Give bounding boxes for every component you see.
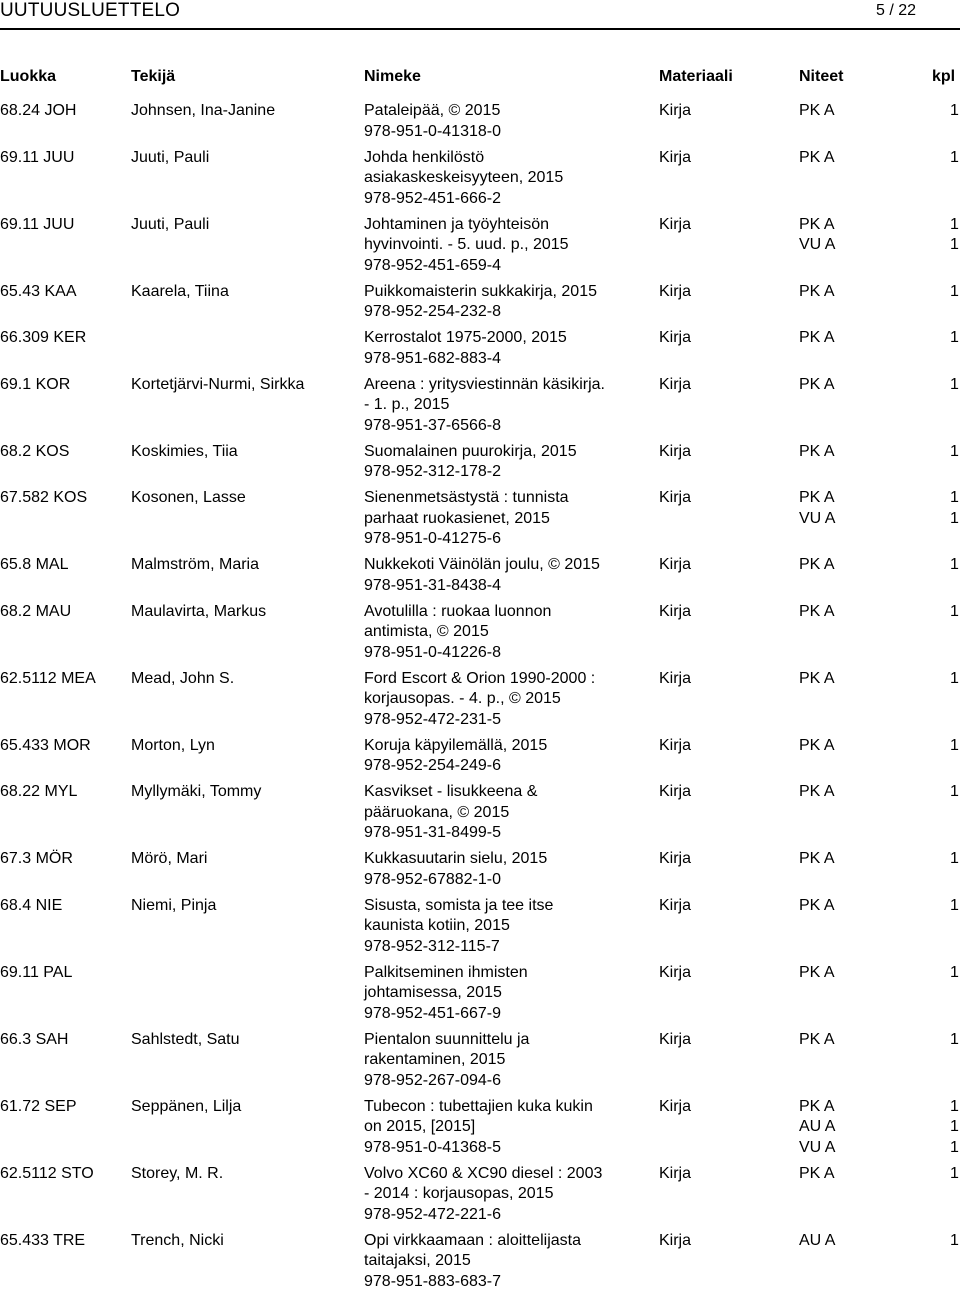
author-cell: Mead, John S.: [131, 669, 235, 687]
author-cell: Storey, M. R.: [131, 1164, 224, 1182]
material-cell: Kirja: [659, 736, 692, 754]
copies-location-cell: [799, 1030, 835, 1051]
table-row: [0, 328, 960, 375]
column-header-luokka: Luokka: [0, 68, 57, 85]
author-cell: Juuti, Pauli: [131, 148, 210, 166]
title-cell-line: 978-952-254-249-6: [364, 757, 501, 774]
copies-location-cell-line: PK A: [799, 489, 835, 506]
copies-location-cell-line: PK A: [799, 783, 835, 800]
classification-cell: 68.4 NIE: [0, 896, 63, 914]
classification-cell: 69.11 JUU: [0, 215, 75, 233]
classification-cell: 69.1 KOR: [0, 375, 71, 393]
count-cell-line: 1: [950, 442, 959, 460]
count-cell-line: 1: [950, 850, 959, 867]
table-row: [0, 1097, 960, 1164]
count-cell: [950, 1097, 959, 1159]
title-cell-line: parhaat ruokasienet, 2015: [364, 509, 550, 527]
copies-location-cell: [799, 282, 835, 303]
material-cell: Kirja: [659, 1097, 692, 1115]
copies-location-cell: [799, 782, 835, 803]
copies-location-cell: [799, 328, 835, 349]
author-cell: Koskimies, Tiia: [131, 442, 238, 460]
copies-location-cell-line: PK A: [799, 1097, 835, 1115]
material-cell: Kirja: [659, 669, 692, 687]
classification-cell: 65.8 MAL: [0, 556, 69, 573]
copies-location-cell: [799, 1164, 835, 1185]
book-list: [0, 101, 960, 1298]
title-cell-line: pääruokana, © 2015: [364, 803, 510, 821]
material-cell: Kirja: [659, 329, 692, 346]
classification-cell: 65.433 MOR: [0, 736, 91, 754]
copies-location-cell-line: VU A: [799, 236, 836, 253]
title-cell-line: 978-952-472-231-5: [364, 710, 501, 728]
count-cell-line: 1: [950, 1097, 959, 1115]
title-cell-line: 978-952-451-659-4: [364, 256, 501, 274]
author-cell: Malmström, Maria: [131, 556, 260, 573]
copies-location-cell-line: PK A: [799, 215, 835, 233]
copies-location-cell: [799, 849, 835, 870]
count-cell-line: 1: [950, 1164, 959, 1182]
material-cell: Kirja: [659, 215, 692, 233]
title-cell-line: Avotulilla : ruokaa luonnon: [364, 602, 552, 620]
classification-cell: 62.5112 MEA: [0, 669, 96, 687]
count-cell-line: 1: [950, 148, 959, 166]
title-cell-line: rakentaminen, 2015: [364, 1051, 506, 1068]
count-cell: [950, 215, 959, 256]
count-cell: [950, 328, 959, 349]
copies-location-cell: [799, 555, 835, 576]
table-row: [0, 1164, 960, 1231]
copies-location-cell: [799, 148, 835, 169]
title-cell: [364, 375, 605, 437]
copies-location-cell-line: PK A: [799, 602, 835, 620]
copies-location-cell-line: PK A: [799, 896, 835, 914]
page-title: UUTUUSLUETTELO: [0, 0, 181, 21]
title-cell-line: - 2014 : korjausopas, 2015: [364, 1185, 554, 1202]
author-cell: Maulavirta, Markus: [131, 602, 267, 620]
count-cell: [950, 442, 959, 463]
author-cell: Mörö, Mari: [131, 850, 208, 867]
material-cell: Kirja: [659, 1164, 692, 1182]
author-cell: Kortetjärvi-Nurmi, Sirkka: [131, 375, 305, 393]
classification-cell: 69.11 JUU: [0, 148, 75, 166]
title-cell-line: 978-951-682-883-4: [364, 349, 501, 367]
material-cell: Kirja: [659, 148, 692, 166]
copies-location-cell: [799, 1231, 835, 1252]
count-cell: [950, 782, 959, 803]
title-cell: [364, 849, 547, 890]
copies-location-cell: [799, 215, 835, 256]
title-cell-line: 978-952-254-232-8: [364, 303, 501, 320]
count-cell: [950, 148, 959, 169]
copies-location-cell: [799, 1097, 835, 1159]
material-cell: Kirja: [659, 442, 692, 460]
title-cell-line: johtamisessa, 2015: [364, 984, 502, 1001]
material-cell: Kirja: [659, 1030, 692, 1048]
table-row: [0, 669, 960, 736]
title-cell: [364, 328, 567, 369]
title-cell-line: Sienenmetsästystä : tunnista: [364, 489, 569, 506]
count-cell-line: 1: [950, 602, 959, 620]
title-cell: [364, 1030, 529, 1092]
title-cell-line: 978-952-451-666-2: [364, 189, 501, 207]
title-cell-line: - 1. p., 2015: [364, 396, 450, 413]
table-row: [0, 782, 960, 849]
copies-location-cell: [799, 736, 835, 757]
author-cell: Trench, Nicki: [131, 1231, 224, 1249]
title-cell-line: antimista, © 2015: [364, 623, 489, 640]
count-cell: [950, 488, 959, 529]
table-row: [0, 375, 960, 442]
count-cell-line: 1: [950, 1231, 959, 1249]
table-row: [0, 849, 960, 896]
count-cell: [950, 101, 959, 122]
copies-location-cell-line: PK A: [799, 1164, 835, 1182]
title-cell-line: 978-951-0-41368-5: [364, 1138, 501, 1156]
copies-location-cell-line: PK A: [799, 329, 835, 346]
table-row: [0, 282, 960, 329]
table-row: [0, 148, 960, 215]
title-cell: [364, 1164, 602, 1226]
copies-location-cell-line: PK A: [799, 442, 835, 460]
title-cell-line: Kasvikset - lisukkeena &: [364, 783, 538, 800]
count-cell-line: 1: [950, 669, 959, 687]
author-cell: Juuti, Pauli: [131, 215, 210, 233]
classification-cell: 67.582 KOS: [0, 489, 88, 506]
copies-location-cell: [799, 963, 835, 984]
count-cell-line: 1: [950, 489, 959, 506]
title-cell: [364, 1231, 581, 1293]
count-cell: [950, 1030, 959, 1051]
title-cell-line: 978-952-472-221-6: [364, 1205, 501, 1223]
title-cell-line: Kukkasuutarin sielu, 2015: [364, 850, 548, 867]
title-cell-line: korjausopas. - 4. p., © 2015: [364, 690, 561, 707]
table-row: [0, 1030, 960, 1097]
count-cell: [950, 849, 959, 870]
title-cell-line: kaunista kotiin, 2015: [364, 917, 510, 934]
copies-location-cell-line: AU A: [799, 1231, 836, 1249]
material-cell: Kirja: [659, 1231, 692, 1249]
classification-cell: 62.5112 STO: [0, 1164, 94, 1182]
count-cell: [950, 282, 959, 303]
count-cell-line: 1: [950, 1118, 959, 1135]
count-cell-line: 1: [950, 215, 959, 233]
title-cell: [364, 736, 547, 777]
author-cell: Kosonen, Lasse: [131, 489, 246, 506]
material-cell: Kirja: [659, 375, 692, 393]
author-cell: Seppänen, Lilja: [131, 1097, 242, 1115]
title-cell-line: Pataleipää, © 2015: [364, 102, 501, 119]
copies-location-cell-line: VU A: [799, 509, 836, 527]
title-cell-line: 978-952-312-178-2: [364, 463, 501, 480]
copies-location-cell: [799, 602, 835, 623]
count-cell: [950, 1231, 959, 1252]
title-cell-line: 978-952-451-667-9: [364, 1004, 501, 1022]
title-cell-line: 978-951-0-41318-0: [364, 122, 501, 140]
column-header-materiaali: Materiaali: [659, 68, 733, 85]
column-header-tekija: Tekijä: [131, 68, 176, 85]
title-cell-line: Suomalainen puurokirja, 2015: [364, 442, 577, 460]
material-cell: Kirja: [659, 556, 692, 573]
classification-cell: 61.72 SEP: [0, 1097, 77, 1115]
copies-location-cell-line: PK A: [799, 669, 835, 687]
title-cell: [364, 282, 597, 323]
title-cell-line: Nukkekoti Väinölän joulu, © 2015: [364, 556, 600, 573]
classification-cell: 67.3 MÖR: [0, 850, 73, 867]
table-row: [0, 488, 960, 555]
copies-location-cell-line: PK A: [799, 963, 835, 981]
title-cell: [364, 215, 569, 277]
count-cell: [950, 1164, 959, 1185]
author-cell: Kaarela, Tiina: [131, 282, 229, 300]
title-cell-line: 978-951-37-6566-8: [364, 416, 501, 434]
table-row: [0, 736, 960, 783]
material-cell: Kirja: [659, 102, 692, 119]
table-row: [0, 555, 960, 602]
classification-cell: 69.11 PAL: [0, 963, 73, 981]
copies-location-cell-line: PK A: [799, 1030, 835, 1048]
count-cell-line: 1: [950, 736, 959, 754]
material-cell: Kirja: [659, 896, 692, 914]
classification-cell: 66.309 KER: [0, 329, 87, 346]
table-row: [0, 602, 960, 669]
column-header-nimeke: Nimeke: [364, 68, 421, 85]
count-cell-line: 1: [950, 102, 959, 119]
count-cell-line: 1: [950, 329, 959, 346]
classification-cell: 66.3 SAH: [0, 1030, 69, 1048]
title-cell: [364, 782, 537, 844]
classification-cell: 65.433 TRE: [0, 1231, 86, 1249]
copies-location-cell-line: PK A: [799, 282, 835, 300]
copies-location-cell: [799, 488, 835, 529]
table-row: [0, 1231, 960, 1298]
table-row: [0, 215, 960, 282]
count-cell-line: 1: [950, 236, 959, 253]
column-header-kpl: kpl: [932, 68, 956, 85]
title-cell-line: asiakaskeskeisyyteen, 2015: [364, 169, 564, 186]
title-cell-line: Areena : yritysviestinnän käsikirja.: [364, 375, 605, 393]
title-cell-line: 978-951-0-41275-6: [364, 530, 501, 547]
material-cell: Kirja: [659, 783, 692, 800]
copies-location-cell-line: PK A: [799, 375, 835, 393]
classification-cell: 68.24 JOH: [0, 102, 77, 119]
title-cell-line: 978-951-31-8499-5: [364, 824, 501, 841]
title-cell: [364, 488, 569, 550]
title-cell: [364, 669, 595, 731]
copies-location-cell-line: PK A: [799, 736, 835, 754]
column-header-niteet: Niteet: [799, 68, 844, 85]
count-cell-line: 1: [950, 963, 959, 981]
count-cell: [950, 602, 959, 623]
material-cell: Kirja: [659, 602, 692, 620]
count-cell: [950, 736, 959, 757]
classification-cell: 68.2 KOS: [0, 442, 70, 460]
copies-location-cell-line: PK A: [799, 148, 835, 166]
title-cell-line: Johtaminen ja työyhteisön: [364, 215, 549, 233]
copies-location-cell: [799, 669, 835, 690]
material-cell: Kirja: [659, 963, 692, 981]
author-cell: Sahlstedt, Satu: [131, 1030, 240, 1048]
classification-cell: 68.2 MAU: [0, 602, 72, 620]
title-cell: [364, 896, 553, 958]
title-cell-line: 978-952-312-115-7: [364, 937, 500, 955]
title-cell-line: Ford Escort & Orion 1990-2000 :: [364, 669, 596, 687]
count-cell: [950, 375, 959, 396]
count-cell: [950, 963, 959, 984]
title-cell-line: hyvinvointi. - 5. uud. p., 2015: [364, 236, 569, 253]
title-cell-line: Kerrostalot 1975-2000, 2015: [364, 329, 567, 346]
title-cell-line: Palkitseminen ihmisten: [364, 963, 528, 981]
title-cell-line: 978-952-267-094-6: [364, 1071, 501, 1089]
title-cell-line: Johda henkilöstö: [364, 148, 485, 166]
count-cell-line: 1: [950, 375, 959, 393]
material-cell: Kirja: [659, 850, 692, 867]
title-cell-line: 978-951-0-41226-8: [364, 643, 501, 661]
material-cell: Kirja: [659, 489, 692, 506]
header-divider: [0, 28, 960, 30]
copies-location-cell-line: VU A: [799, 1138, 836, 1156]
title-cell: [364, 963, 528, 1025]
count-cell: [950, 669, 959, 690]
table-row: [0, 101, 960, 148]
author-cell: Morton, Lyn: [131, 736, 215, 754]
title-cell: [364, 148, 563, 210]
count-cell-line: 1: [950, 783, 959, 800]
copies-location-cell-line: PK A: [799, 850, 835, 867]
copies-location-cell-line: AU A: [799, 1118, 836, 1135]
classification-cell: 68.22 MYL: [0, 783, 78, 800]
title-cell-line: on 2015, [2015]: [364, 1118, 476, 1135]
page-number: 5 / 22: [875, 2, 916, 19]
count-cell-line: 1: [950, 509, 959, 527]
title-cell-line: Koruja käpyilemällä, 2015: [364, 736, 548, 754]
title-cell-line: Opi virkkaamaan : aloittelijasta: [364, 1231, 581, 1249]
title-cell-line: 978-952-67882-1-0: [364, 870, 501, 888]
table-row: [0, 442, 960, 489]
table-row: [0, 963, 960, 1030]
count-cell: [950, 896, 959, 917]
copies-location-cell-line: PK A: [799, 102, 835, 119]
title-cell: [364, 602, 551, 664]
copies-location-cell: [799, 101, 835, 122]
copies-location-cell: [799, 896, 835, 917]
author-cell: Johnsen, Ina-Janine: [131, 102, 276, 119]
count-cell-line: 1: [950, 556, 959, 573]
count-cell-line: 1: [950, 1138, 959, 1156]
title-cell: [364, 442, 577, 483]
copies-location-cell: [799, 375, 835, 396]
title-cell-line: Pientalon suunnittelu ja: [364, 1030, 530, 1048]
title-cell-line: taitajaksi, 2015: [364, 1252, 471, 1269]
title-cell-line: Sisusta, somista ja tee itse: [364, 896, 554, 914]
author-cell: Myllymäki, Tommy: [131, 783, 262, 800]
classification-cell: 65.43 KAA: [0, 282, 77, 300]
author-cell: Niemi, Pinja: [131, 896, 217, 914]
count-cell-line: 1: [950, 896, 959, 914]
count-cell-line: 1: [950, 1030, 959, 1048]
title-cell: [364, 555, 600, 596]
title-cell-line: Puikkomaisterin sukkakirja, 2015: [364, 282, 597, 300]
title-cell-line: 978-951-31-8438-4: [364, 576, 501, 594]
title-cell-line: Volvo XC60 & XC90 diesel : 2003: [364, 1164, 603, 1182]
copies-location-cell: [799, 442, 835, 463]
count-cell-line: 1: [950, 282, 959, 300]
count-cell: [950, 555, 959, 576]
title-cell-line: 978-951-883-683-7: [364, 1272, 501, 1290]
table-row: [0, 896, 960, 963]
title-cell-line: Tubecon : tubettajien kuka kukin: [364, 1097, 593, 1115]
material-cell: Kirja: [659, 282, 692, 300]
title-cell: [364, 101, 501, 142]
page-header: [0, 0, 960, 23]
title-cell: [364, 1097, 593, 1159]
copies-location-cell-line: PK A: [799, 556, 835, 573]
